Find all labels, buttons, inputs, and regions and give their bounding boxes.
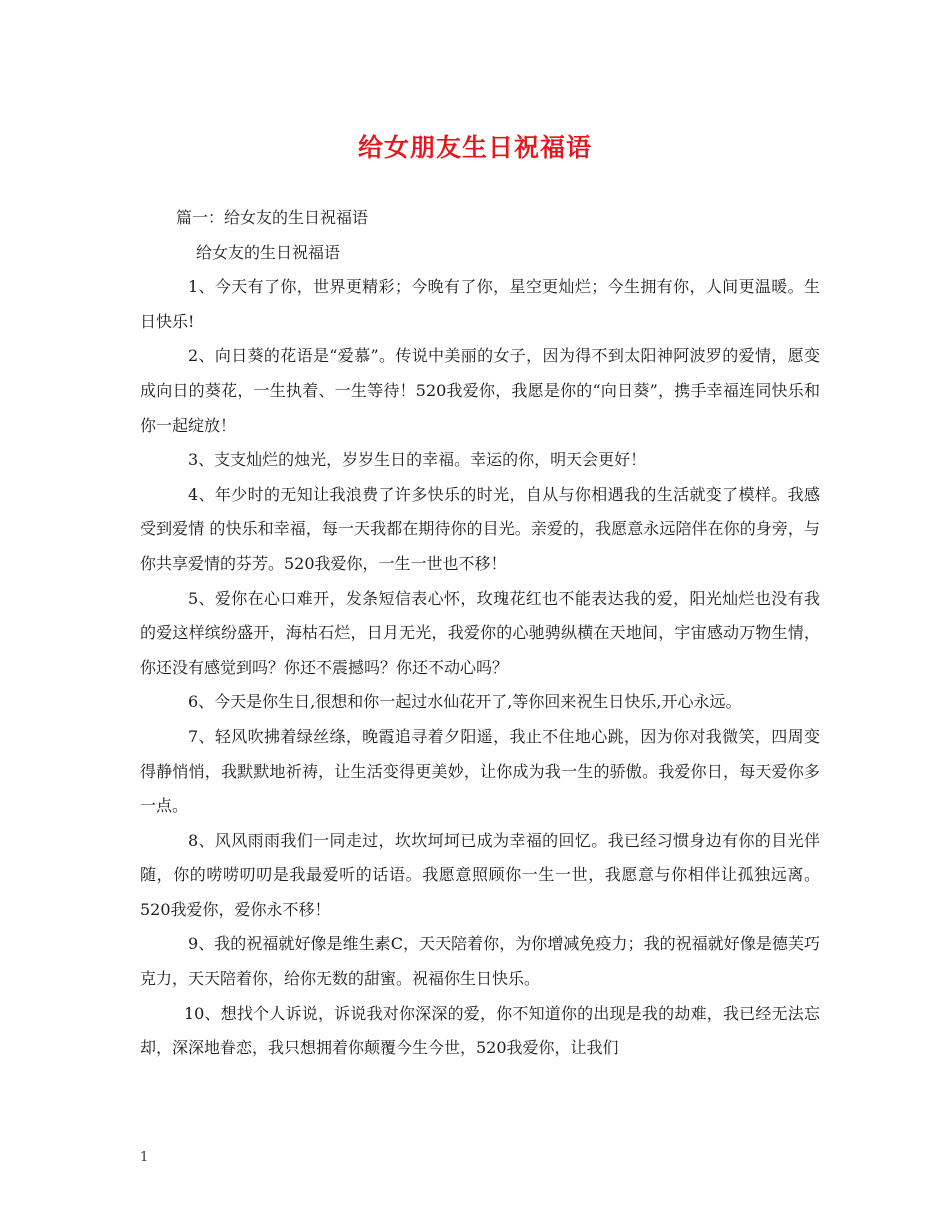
document-body [140,201,820,1066]
paragraph-8: 8、风风雨雨我们一同走过，坎坎坷坷已成为幸福的回忆。我已经习惯身边有你的目光伴随，你的唠唠叨叨是我最爱听的话语。我愿意照顾你一生一世，我愿意与你相伴让孤独远离。520我爱你，爱你永不移！ [140,830,820,919]
paragraph-2: 2、向日葵的花语是“爱慕”。传说中美丽的女子，因为得不到太阳神阿波罗的爱情，愿变成向日的葵花，一生执着、一生等待！520我爱你，我愿是你的“向日葵”，携手幸福连同快乐和你一起绽放！ [140,346,820,435]
paragraph-10: 10、想找个人诉说，诉说我对你深深的爱，你不知道你的出现是我的劫难，我已经无法忘却，深深地眷恋，我只想拥着你颠覆今生今世，520我爱你，让我们 [140,1003,820,1058]
paragraph-4: 4、年少时的无知让我浪费了许多快乐的时光，自从与你相遇我的生活就变了模样。我感受到爱情 的快乐和幸福，每一天我都在期待你的目光。亲爱的，我愿意永远陪伴在你的身旁，与你共享爱情的芬芳。520我爱你，一生一世也不移！ [140,484,820,573]
document-title: 给女朋友生日祝福语 [357,133,592,162]
paragraph-1: 1、今天有了你，世界更精彩；今晚有了你，星空更灿烂；今生拥有你，人间更温暖。生日快乐! [140,277,820,331]
paragraph-6: 6、今天是你生日,很想和你一起过水仙花开了,等你回来祝生日快乐,开心永远。 [188,692,742,712]
sub-heading: 给女友的生日祝福语 [196,242,341,262]
paragraph-3: 3、支支灿烂的烛光，岁岁生日的幸福。幸运的你，明天会更好！ [188,450,647,470]
paragraph-5: 5、爱你在心口难开，发条短信表心怀，玫瑰花红也不能表达我的爱，阳光灿烂也没有我的爱这样缤纷盛开，海枯石烂，日月无光，我爱你的心驰骋纵横在天地间，宇宙感动万物生情，你还没有感觉到吗？你还不震撼吗？你还不动心吗？ [140,588,820,677]
paragraph-7: 7、轻风吹拂着绿丝绦，晚霞追寻着夕阳遥，我止不住地心跳，因为你对我微笑，四周变得静悄悄，我默默地祈祷，让生活变得更美妙，让你成为我一生的骄傲。我爱你日，每天爱你多一点。 [140,726,820,816]
section-heading: 篇一：给女友的生日祝福语 [176,208,369,227]
paragraph-9: 9、我的祝福就好像是维生素C，天天陪着你，为你增减免疫力；我的祝福就好像是德芙巧克力，天天陪着你，给你无数的甜蜜。祝福你生日快乐。 [140,934,820,989]
page-number: 1 [140,1150,149,1165]
